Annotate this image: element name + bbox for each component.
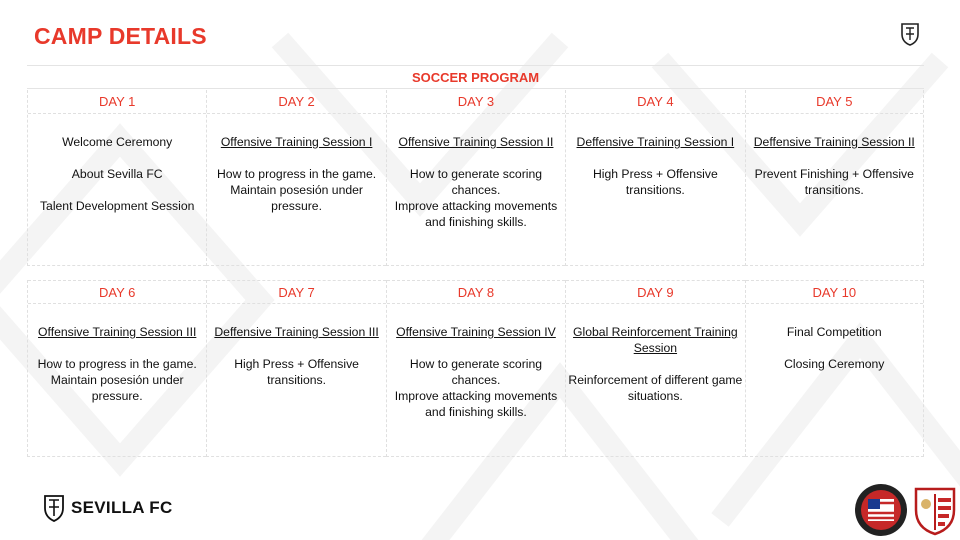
activity-line: How to generate scoring chances. [409,357,543,387]
day-column [206,90,385,266]
day-activities [28,114,206,214]
session-title: Deffensive Training Session I [576,135,735,149]
week-row [27,280,924,457]
day-label: DAY 3 [387,90,565,114]
day-column [27,90,206,266]
blast-fc-badge-icon [854,483,908,537]
day-label: DAY 7 [207,280,385,304]
day-label: DAY 9 [566,280,744,304]
activity-line: Improve attacking movements and finishing skills. [394,199,558,229]
day-label: DAY 4 [566,90,744,114]
day-activities [746,114,923,198]
day-label: DAY 2 [207,90,385,114]
day-activities [28,304,206,404]
day-column [386,280,565,457]
session-title: Deffensive Training Session II [753,135,915,149]
activity-line: High Press + Offensive transitions. [234,357,359,387]
activity-line: Prevent Finishing + Offensive transitions. [754,167,914,197]
sevilla-fc-logo [43,494,173,522]
page-title: CAMP DETAILS [34,23,207,49]
activity-line: Reinforcement of different game situations. [568,373,743,403]
activity-line: Talent Development Session [39,199,195,213]
day-activities [566,114,744,198]
soccer-program-table [27,65,924,457]
program-title: SOCCER PROGRAM [27,65,924,89]
activity-line: Improve attacking movements and finishing skills. [394,389,558,419]
day-column [745,90,924,266]
session-title: Offensive Training Session II [398,135,554,149]
activity-line: Welcome Ceremony [62,135,173,149]
day-column [745,280,924,457]
activity-line: High Press + Offensive transitions. [592,167,718,197]
day-label: DAY 5 [746,90,923,114]
day-label: DAY 6 [28,280,206,304]
session-title: Offensive Training Session III [38,325,197,339]
day-column [206,280,385,457]
day-activities [746,304,923,372]
day-column [565,90,744,266]
sevilla-crest-icon [900,22,920,46]
brand-name: SEVILLA FC [71,498,173,517]
session-title: Offensive Training Session I [220,135,373,149]
activity-line: Closing Ceremony [784,357,885,371]
day-column [386,90,565,266]
activity-line: How to progress in the game. Maintain posesión under pressure. [37,357,197,403]
day-column [27,280,206,457]
day-activities [566,304,744,404]
activity-line: About Sevilla FC [71,167,163,181]
session-title: Offensive Training Session IV [396,325,556,339]
day-activities [207,114,385,214]
day-label: DAY 10 [746,280,923,304]
sevilla-shield-badge-icon [913,486,957,536]
day-label: DAY 8 [387,280,565,304]
day-activities [387,304,565,420]
session-title: Deffensive Training Session III [214,325,379,339]
week-row [27,90,924,266]
day-activities [207,304,385,388]
activity-line: Final Competition [786,325,882,339]
day-column [565,280,744,457]
day-label: DAY 1 [28,90,206,114]
session-title: Global Reinforcement Training Session [573,325,738,355]
sevilla-crest-icon [43,494,65,522]
day-activities [387,114,565,230]
activity-line: How to progress in the game. Maintain posesión under pressure. [216,167,377,213]
activity-line: How to generate scoring chances. [409,167,543,197]
